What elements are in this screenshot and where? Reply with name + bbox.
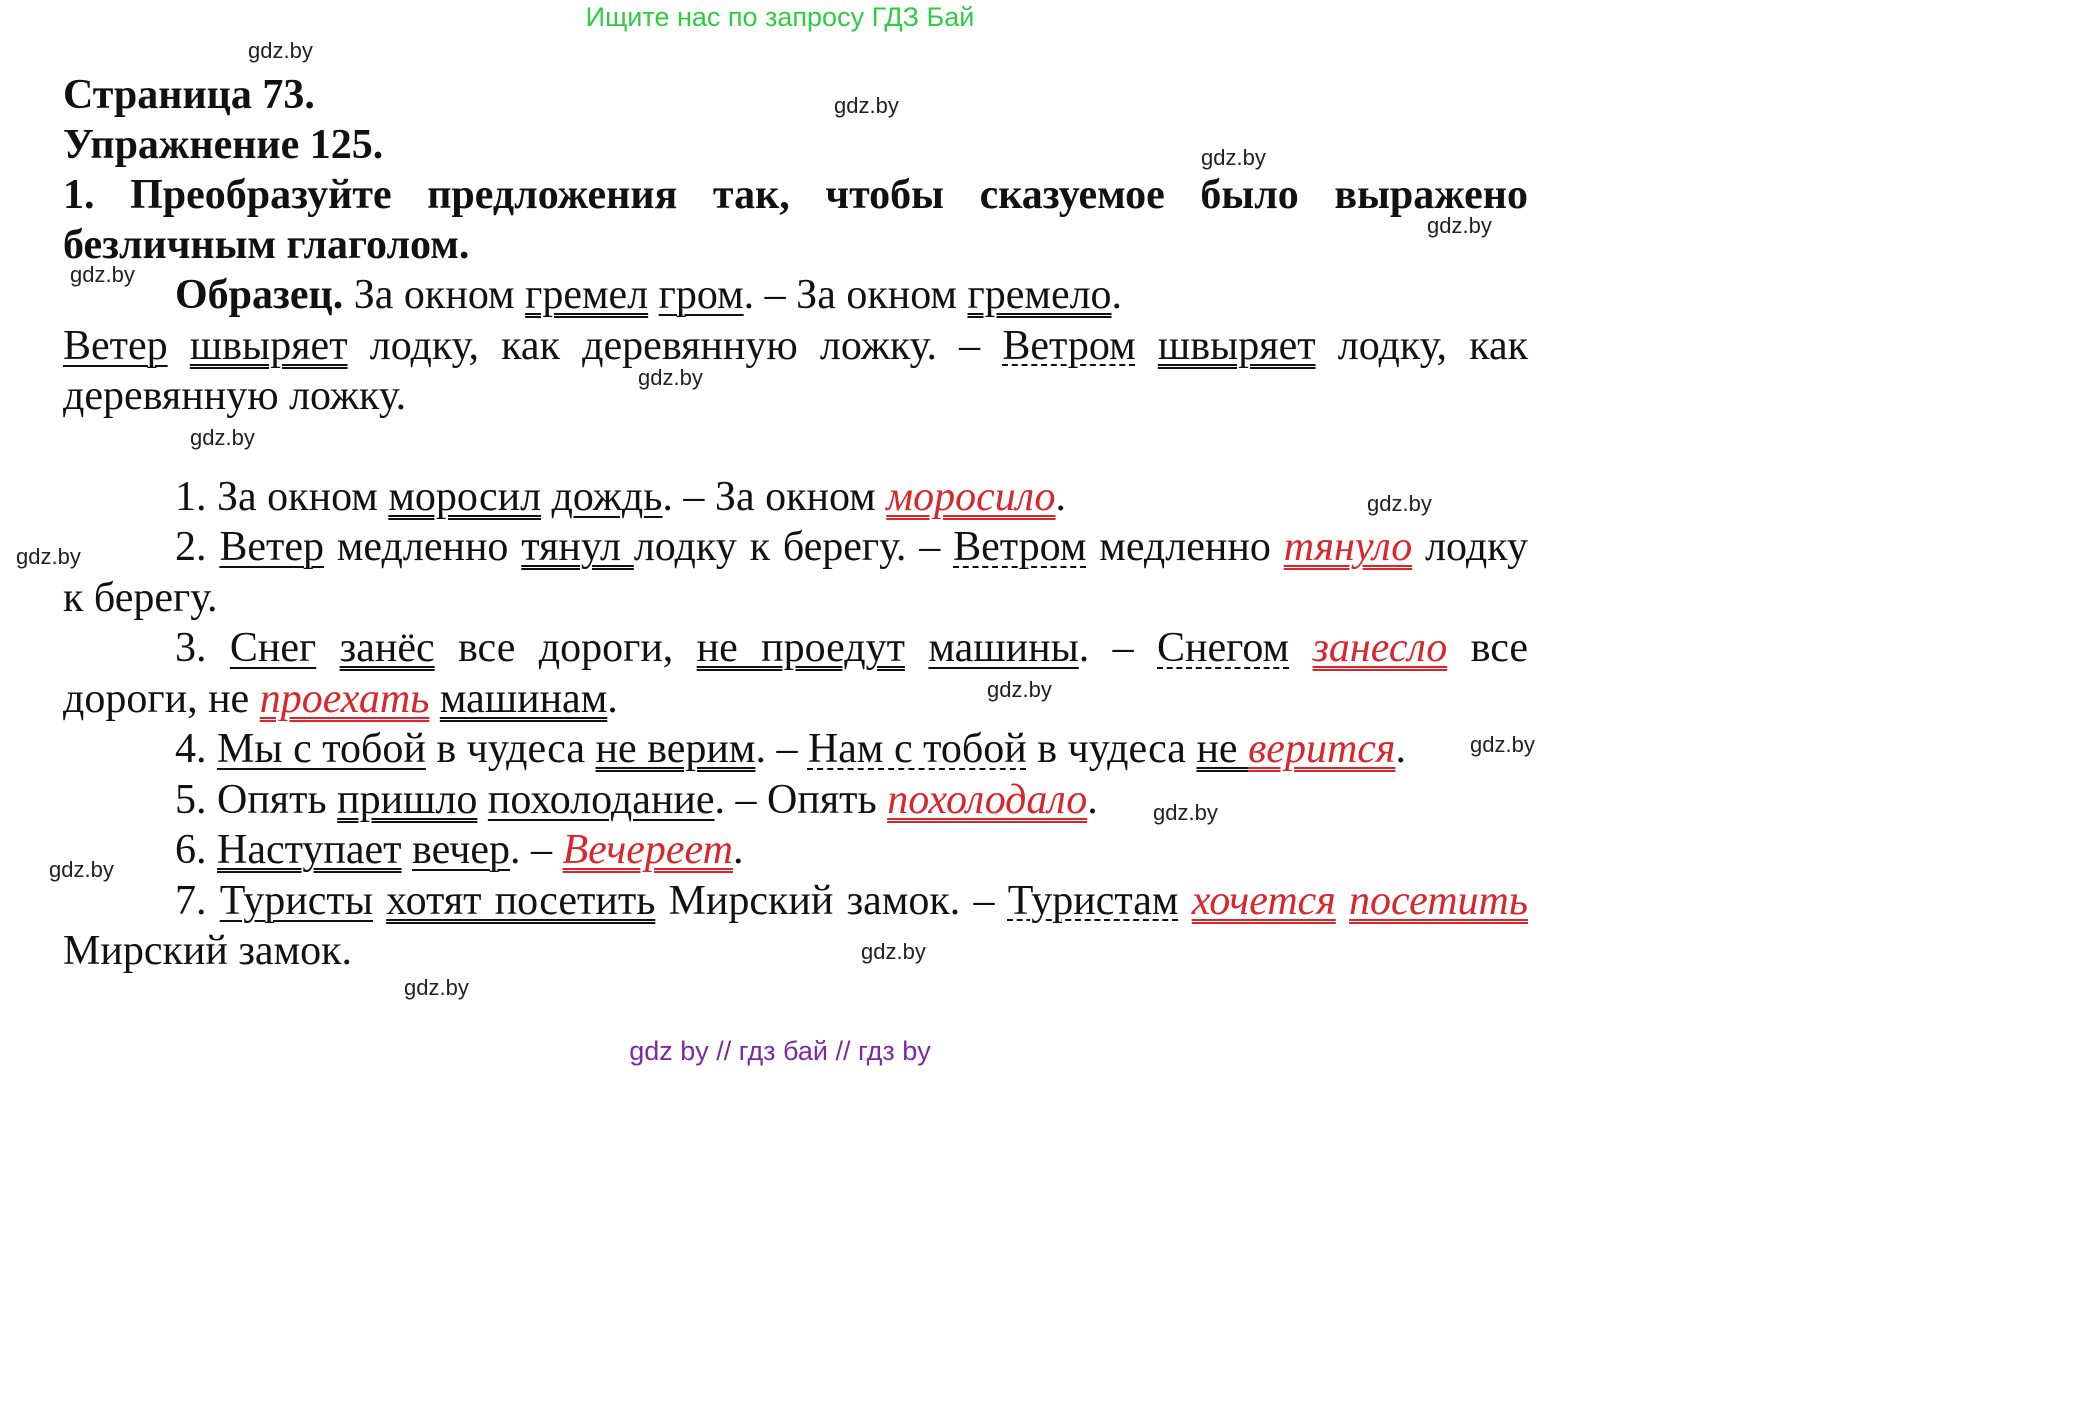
- answer-predicate: моросило: [886, 473, 1056, 520]
- text: [402, 827, 413, 873]
- text: . –: [509, 827, 563, 873]
- text: . –: [1078, 625, 1158, 671]
- item-7: [63, 876, 1528, 977]
- text: 4.: [175, 726, 217, 772]
- text: Мирский замок.: [63, 928, 353, 974]
- answer-predicate: занесло: [1312, 625, 1448, 671]
- text: 3.: [175, 625, 230, 671]
- text: [168, 323, 190, 369]
- text: лодку к берегу. –: [633, 524, 954, 570]
- item-6: [63, 825, 1528, 876]
- subject: Ветер: [219, 524, 324, 570]
- watermark: gdz.by: [1427, 213, 1492, 238]
- answer-predicate: проехать: [259, 675, 430, 722]
- object: Ветром: [1002, 322, 1136, 369]
- answer-predicate: посетить: [1349, 877, 1528, 924]
- text: .: [1395, 726, 1406, 772]
- object: Нам с тобой: [807, 726, 1027, 772]
- subject: Ветер: [63, 322, 168, 369]
- text: [1289, 625, 1312, 671]
- subject: Мы с тобой: [217, 726, 426, 772]
- text: 6.: [175, 827, 217, 873]
- text: в чудеса: [425, 726, 596, 772]
- text: [1179, 878, 1192, 924]
- watermark: gdz.by: [1153, 800, 1218, 825]
- predicate: Наступает: [217, 827, 402, 873]
- watermark: gdz.by: [70, 262, 135, 287]
- sample-line: [63, 270, 1528, 321]
- text: Мирский замок. –: [655, 877, 1008, 924]
- text: [1136, 323, 1158, 369]
- text: [541, 474, 552, 520]
- watermark: gdz.by: [861, 939, 926, 964]
- predicate: швыряет: [1157, 322, 1316, 369]
- text: [429, 676, 440, 722]
- subject: Снег: [229, 625, 317, 671]
- subject: машины: [928, 625, 1079, 671]
- text: . – Опять: [714, 776, 888, 823]
- text: .: [607, 675, 618, 722]
- answer-predicate: похолодало: [887, 776, 1088, 823]
- text: 1. За окном: [175, 473, 389, 520]
- footer-links[interactable]: gdz by // гдз бай // гдз by: [629, 1036, 931, 1066]
- watermark: gdz.by: [49, 857, 114, 882]
- predicate: не проедут: [696, 625, 905, 671]
- text: 2.: [175, 524, 220, 570]
- subject: Туристы: [219, 877, 373, 924]
- exercise-title: Упражнение 125.: [63, 122, 384, 168]
- text: . – За окном: [743, 272, 968, 318]
- answer-predicate: тянуло: [1283, 524, 1413, 570]
- answer-predicate: верится: [1248, 726, 1396, 772]
- predicate: хотят посетить: [386, 877, 656, 924]
- predicate: гремел: [525, 272, 649, 318]
- exercise-content: [63, 70, 1528, 977]
- text: За окном: [343, 272, 526, 318]
- object: Снегом: [1157, 625, 1290, 671]
- text: [905, 625, 928, 671]
- text: . –: [755, 726, 808, 772]
- text: .: [1055, 473, 1067, 520]
- predicate: гремело: [967, 272, 1112, 318]
- subject: похолодание: [487, 776, 715, 823]
- watermark: gdz.by: [1201, 145, 1266, 170]
- predicate: моросил: [388, 473, 542, 520]
- watermark: gdz.by: [404, 975, 469, 1000]
- text: .: [1087, 776, 1098, 823]
- text: . – За окном: [662, 473, 887, 520]
- page-title: Страница 73.: [63, 72, 315, 118]
- predicate: машинам: [439, 675, 608, 722]
- watermark: gdz.by: [1470, 732, 1535, 757]
- subject: дождь: [551, 473, 663, 520]
- subject: гром: [658, 272, 744, 318]
- item-3: [63, 623, 1528, 724]
- text: медленно: [1086, 524, 1284, 570]
- text: все дороги,: [434, 625, 697, 671]
- object: Ветром: [953, 524, 1087, 570]
- predicate: тянул: [521, 524, 634, 570]
- sample-label: Образец.: [175, 272, 344, 318]
- predicate: не: [1196, 726, 1249, 772]
- predicate: занёс: [339, 625, 435, 671]
- example-sentence: [63, 321, 1528, 422]
- text: 7.: [175, 877, 220, 924]
- text: 5. Опять: [175, 776, 338, 823]
- watermark: gdz.by: [638, 365, 703, 390]
- text: [373, 878, 386, 924]
- text: лодку, как деревянную ложку.: [63, 322, 1528, 419]
- watermark: gdz.by: [190, 425, 255, 450]
- top-banner[interactable]: Ищите нас по запросу ГДЗ Бай: [585, 2, 975, 32]
- answer-predicate: хочется: [1191, 877, 1336, 924]
- text: все дороги, не: [63, 625, 1529, 722]
- watermark: gdz.by: [248, 38, 313, 63]
- spacer: [63, 422, 1528, 472]
- watermark: gdz.by: [1367, 491, 1432, 516]
- watermark: gdz.by: [987, 677, 1052, 702]
- watermark: gdz.by: [834, 93, 899, 118]
- text: [477, 777, 488, 823]
- item-5: [63, 775, 1528, 826]
- item-1: [63, 472, 1528, 523]
- predicate: швыряет: [189, 322, 348, 369]
- text: лодку, как деревянную ложку. –: [347, 322, 1003, 369]
- text: [1336, 878, 1349, 924]
- predicate: пришло: [337, 776, 478, 823]
- predicate: не верим: [595, 726, 756, 772]
- object: Туристам: [1007, 877, 1179, 924]
- watermark: gdz.by: [16, 544, 81, 569]
- text: [648, 272, 659, 318]
- task-statement: 1. Преобразуйте предложения так, чтобы сказуемое было выражено безличным глаголом.: [63, 172, 1528, 268]
- item-2: [63, 522, 1528, 623]
- subject: вечер: [412, 827, 510, 873]
- text: .: [1111, 272, 1123, 318]
- text: .: [732, 827, 744, 873]
- text: [316, 625, 339, 671]
- answer-predicate: Вечереет: [562, 827, 733, 873]
- item-4: [63, 724, 1528, 775]
- text: в чудеса: [1026, 726, 1197, 772]
- text: лодку к берегу.: [63, 524, 1528, 621]
- text: медленно: [324, 524, 522, 570]
